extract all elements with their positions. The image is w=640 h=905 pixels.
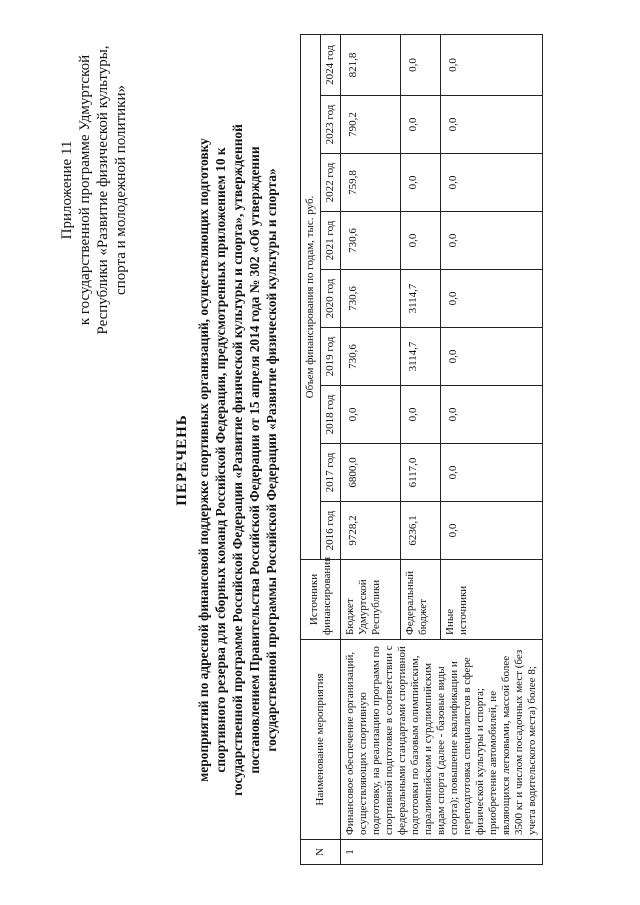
- value-cell: 759,8: [341, 154, 401, 212]
- value-cell: 821,8: [341, 35, 401, 96]
- header-year: 2021 год: [321, 212, 341, 270]
- value-cell: 730,6: [341, 270, 401, 328]
- value-cell: 6800,0: [341, 444, 401, 502]
- value-cell: 0,0: [401, 35, 441, 96]
- header-year: 2017 год: [321, 444, 341, 502]
- value-cell: 6117,0: [401, 444, 441, 502]
- table-row: [341, 35, 401, 865]
- financing-table: [300, 34, 543, 865]
- value-cell: 0,0: [341, 386, 401, 444]
- title-line: государственной программе Российской Федерации «Развитие физической культуры и спорта», утвержденной: [230, 124, 245, 796]
- title-line: постановлением Правительства Российской Федерации от 15 апреля 2014 года № 302 «Об утверждении: [247, 146, 262, 774]
- value-cell: 0,0: [401, 386, 441, 444]
- value-cell: 0,0: [401, 154, 441, 212]
- header-name: Наименование мероприятия: [301, 640, 341, 840]
- header-year: 2018 год: [321, 386, 341, 444]
- row-num: 1: [341, 840, 543, 865]
- document-title: [172, 55, 280, 865]
- value-cell: 790,2: [341, 96, 401, 154]
- title-line: мероприятий по адресной финансовой поддержке спортивных организаций, осуществляющих подготовку: [196, 138, 211, 782]
- appendix-line: Приложение 11: [59, 140, 75, 240]
- header-sources: Источники финансирования: [301, 560, 341, 640]
- value-cell: 0,0: [401, 212, 441, 270]
- header-year: 2016 год: [321, 502, 341, 560]
- title-line: государственной программы Российской Федерации «Развитие физической культуры и спорта»: [264, 168, 279, 752]
- row-name: Финансовое обеспечение организаций, осуществляющих спортивную подготовку, на реализацию программ по спортивной подготовке в соответствии с федеральными стандартами спортивной подготовки по базовым олимпийским, паралимпийским и сурдлимпийским видам спорта (далее - базовые виды спорта); повышение квалификации и переподготовка специалистов в сфере физической культуры и спорта; приобретение автомобилей, не являющихся легковыми, массой более 3500 кг и числом посадочных мест (без учета водительского места) более 8;: [341, 640, 543, 840]
- value-cell: 0,0: [441, 154, 543, 212]
- value-cell: 730,6: [341, 328, 401, 386]
- value-cell: 3114,7: [401, 328, 441, 386]
- header-row: [301, 35, 321, 865]
- value-cell: 0,0: [441, 96, 543, 154]
- value-cell: 9728,2: [341, 502, 401, 560]
- value-cell: 6236,1: [401, 502, 441, 560]
- appendix-line: спорта и молодежной политики»: [113, 85, 129, 295]
- value-cell: 0,0: [441, 35, 543, 96]
- value-cell: 0,0: [401, 96, 441, 154]
- value-cell: 0,0: [441, 386, 543, 444]
- source-name: Иные источники: [441, 560, 543, 640]
- value-cell: 730,6: [341, 212, 401, 270]
- appendix-line: Республики «Развитие физической культуры,: [95, 45, 111, 335]
- header-num: N: [301, 840, 341, 865]
- value-cell: 3114,7: [401, 270, 441, 328]
- header-year: 2019 год: [321, 328, 341, 386]
- appendix-line: к государственной программе Удмуртской: [77, 54, 93, 326]
- appendix-note: [58, 35, 130, 345]
- value-cell: 0,0: [441, 212, 543, 270]
- source-name: Федеральный бюджет: [401, 560, 441, 640]
- header-volume: Объем финансирования по годам, тыс. руб.: [301, 35, 321, 560]
- header-year: 2023 год: [321, 96, 341, 154]
- header-year: 2024 год: [321, 35, 341, 96]
- value-cell: 0,0: [441, 502, 543, 560]
- header-year: 2020 год: [321, 270, 341, 328]
- value-cell: 0,0: [441, 270, 543, 328]
- title-heading: ПЕРЕЧЕНЬ: [174, 414, 190, 506]
- header-year: 2022 год: [321, 154, 341, 212]
- title-line: спортивного резерва для сборных команд Российской Федерации, предусмотренных приложением 10 к: [213, 147, 228, 773]
- source-name: Бюджет Удмуртской Республики: [341, 560, 401, 640]
- value-cell: 0,0: [441, 444, 543, 502]
- value-cell: 0,0: [441, 328, 543, 386]
